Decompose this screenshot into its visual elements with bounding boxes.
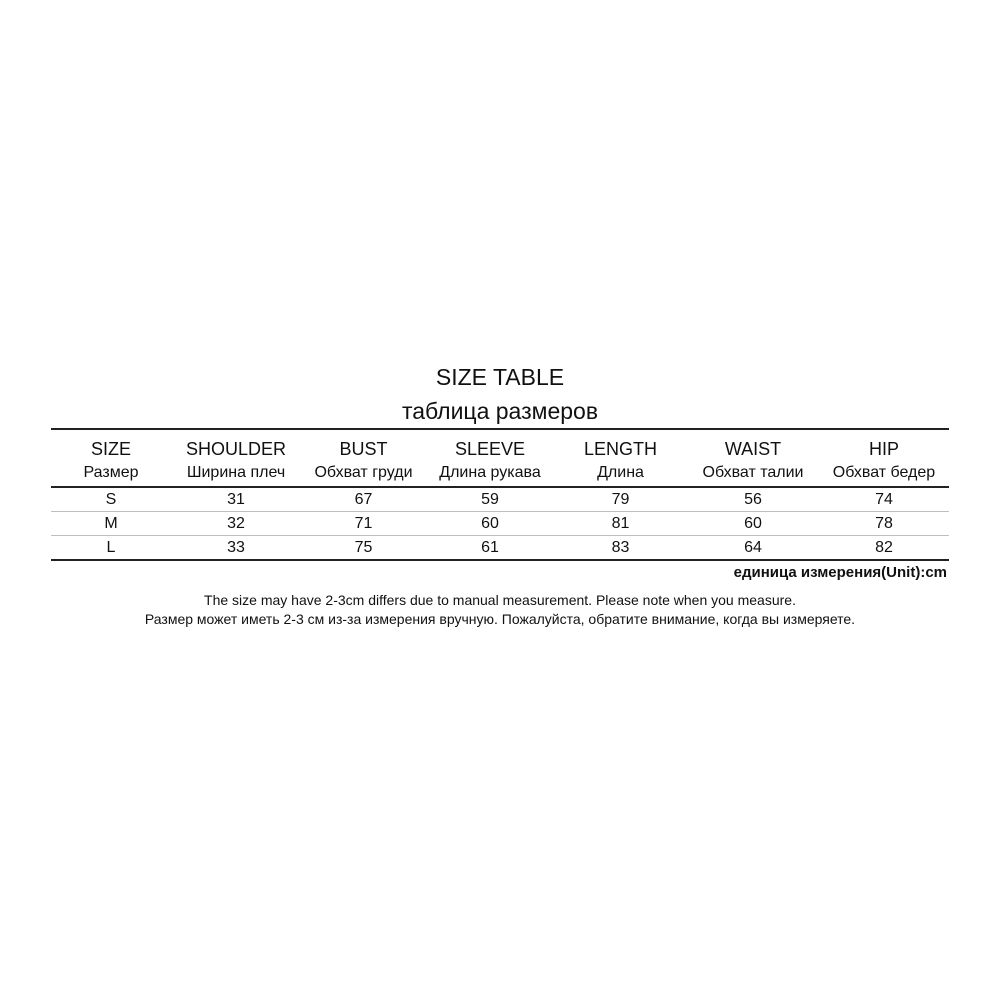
table-row bbox=[51, 487, 949, 512]
table-row bbox=[51, 512, 949, 536]
cell-hip: 78 bbox=[819, 512, 949, 536]
header-row-russian bbox=[51, 460, 949, 487]
header-length-ru: Длина bbox=[554, 460, 687, 487]
cell-shoulder: 33 bbox=[171, 536, 301, 561]
cell-size: S bbox=[51, 487, 171, 512]
header-shoulder-ru: Ширина плеч bbox=[171, 460, 301, 487]
header-hip-ru: Обхват бедер bbox=[819, 460, 949, 487]
cell-hip: 74 bbox=[819, 487, 949, 512]
table-row bbox=[51, 536, 949, 561]
cell-bust: 71 bbox=[301, 512, 426, 536]
cell-bust: 75 bbox=[301, 536, 426, 561]
size-table-title-russian: таблица размеров bbox=[401, 398, 599, 424]
cell-waist: 64 bbox=[687, 536, 819, 561]
cell-size: M bbox=[51, 512, 171, 536]
header-waist-ru: Обхват талии bbox=[687, 460, 819, 487]
size-table bbox=[51, 428, 949, 561]
cell-length: 83 bbox=[554, 536, 687, 561]
cell-waist: 56 bbox=[687, 487, 819, 512]
measurement-note-russian: Размер может иметь 2-3 см из-за измерения вручную. Пожалуйста, обратите внимание, когда вы измеряете. bbox=[144, 611, 856, 627]
header-sleeve: SLEEVE bbox=[426, 429, 554, 460]
measurement-note-english: The size may have 2-3cm differs due to manual measurement. Please note when you measure. bbox=[204, 592, 796, 608]
cell-length: 79 bbox=[554, 487, 687, 512]
cell-shoulder: 31 bbox=[171, 487, 301, 512]
cell-waist: 60 bbox=[687, 512, 819, 536]
header-size-ru: Размер bbox=[51, 460, 171, 487]
header-sleeve-ru: Длина рукава bbox=[426, 460, 554, 487]
header-size: SIZE bbox=[51, 429, 171, 460]
cell-hip: 82 bbox=[819, 536, 949, 561]
cell-shoulder: 32 bbox=[171, 512, 301, 536]
header-row-english bbox=[51, 429, 949, 460]
cell-sleeve: 61 bbox=[426, 536, 554, 561]
size-table-title: SIZE TABLE bbox=[435, 364, 565, 390]
header-length: LENGTH bbox=[554, 429, 687, 460]
header-waist: WAIST bbox=[687, 429, 819, 460]
cell-sleeve: 60 bbox=[426, 512, 554, 536]
header-bust: BUST bbox=[301, 429, 426, 460]
unit-note: единица измерения(Unit):cm bbox=[733, 564, 947, 581]
cell-bust: 67 bbox=[301, 487, 426, 512]
cell-sleeve: 59 bbox=[426, 487, 554, 512]
header-hip: HIP bbox=[819, 429, 949, 460]
cell-length: 81 bbox=[554, 512, 687, 536]
header-shoulder: SHOULDER bbox=[171, 429, 301, 460]
header-bust-ru: Обхват груди bbox=[301, 460, 426, 487]
cell-size: L bbox=[51, 536, 171, 561]
